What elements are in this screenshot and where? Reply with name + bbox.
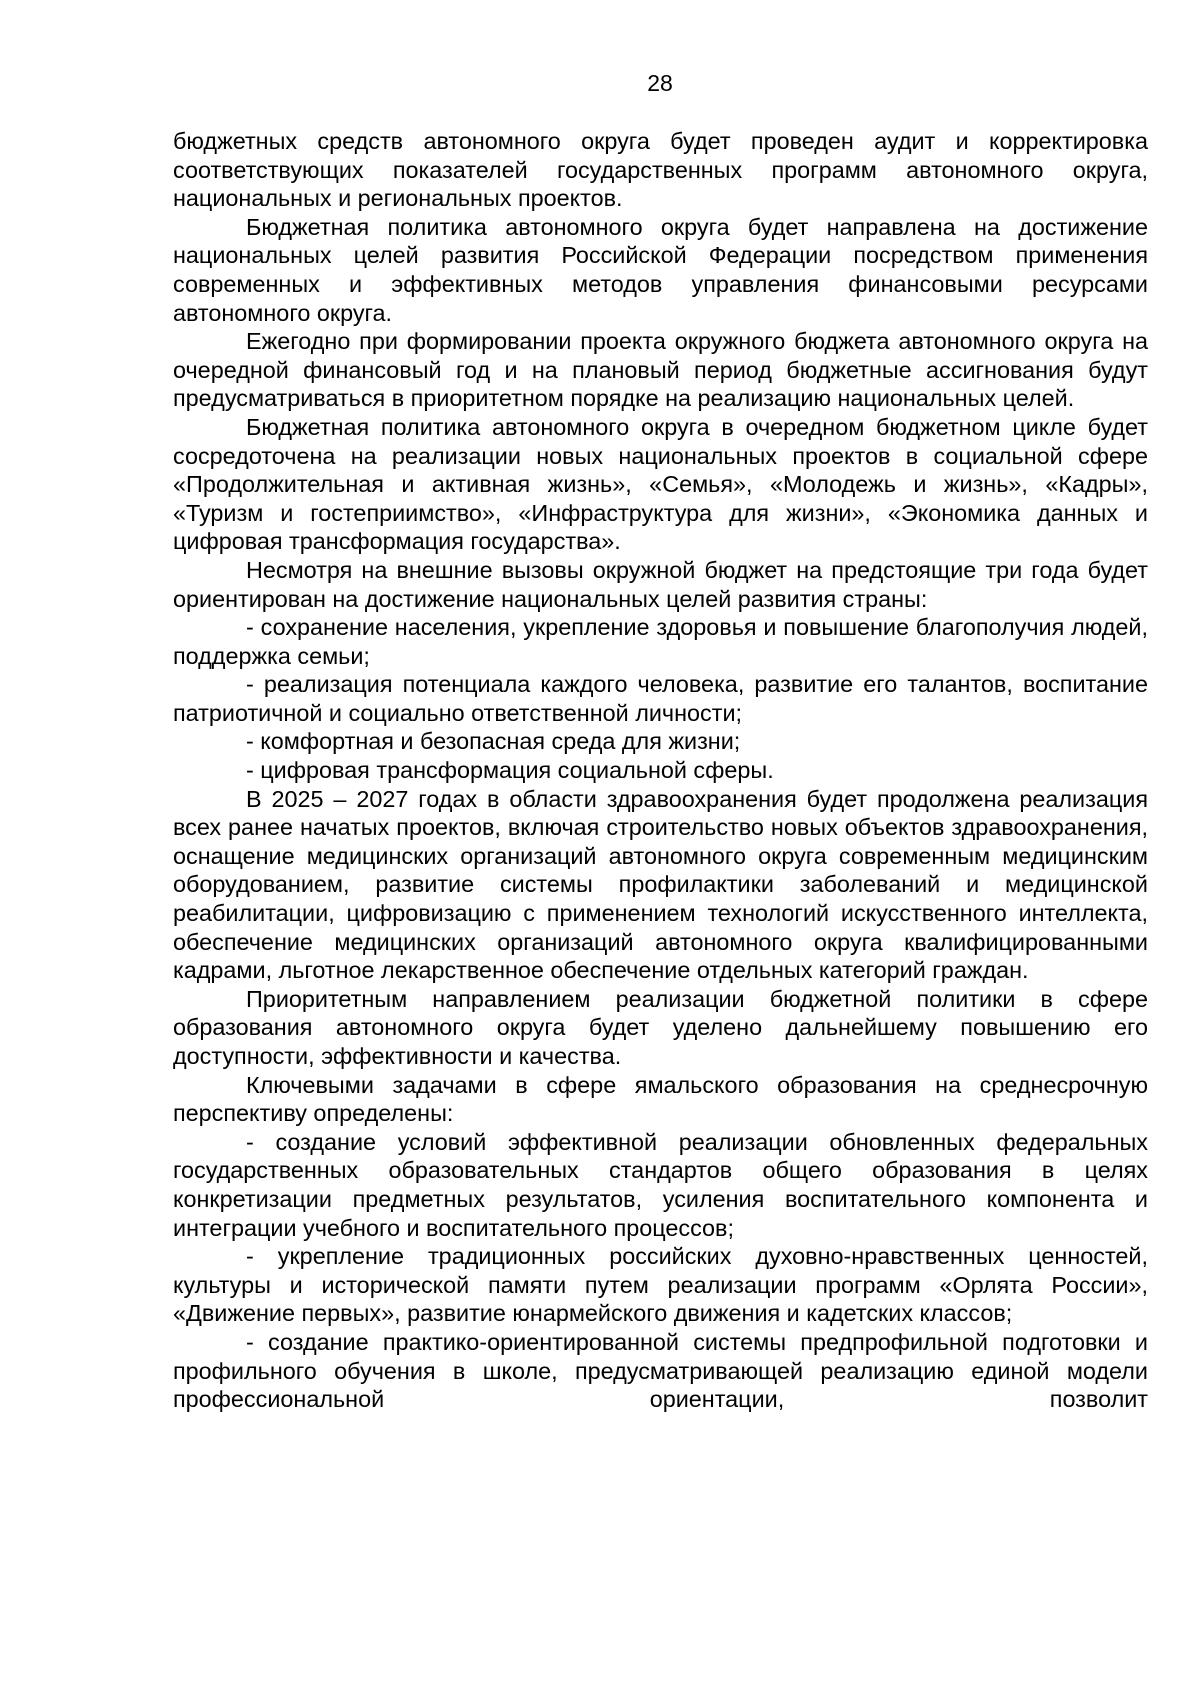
list-item: - сохранение населения, укрепление здоровья и повышение благополучия людей, поддержка семьи; xyxy=(173,614,1148,669)
paragraph: Приоритетным направлением реализации бюджетной политики в сфере образования автономного округа будет уделено дальнейшему повышению его доступности, эффективности и качества. xyxy=(173,985,1148,1069)
list-item: - комфортная и безопасная среда для жизни; xyxy=(246,728,741,755)
paragraph: Ежегодно при формировании проекта окружного бюджета автономного округа на очередной финансовый год и на плановый период бюджетные ассигнования будут предусматриваться в приоритетном порядке на реализацию национальных целей. xyxy=(173,328,1148,412)
list-item: - создание практико-ориентированной системы предпрофильной подготовки и профильного обучения в школе, предусматривающей реализацию единой модели профессиональной ориентации, позволит xyxy=(173,1328,1148,1413)
paragraph: бюджетных средств автономного округа будет проведен аудит и корректировка соответствующих показателей государственных программ автономного округа, национальных и региональных проектов. xyxy=(173,128,1148,212)
page-number: 28 xyxy=(647,70,673,96)
paragraph: Несмотря на внешние вызовы окружной бюджет на предстоящие три года будет ориентирован на достижение национальных целей развития страны: xyxy=(173,556,1148,612)
paragraph: Бюджетная политика автономного округа будет направлена на достижение национальных целей развития Российской Федерации посредством применения современных и эффективных методов управления финансовыми ресурсами автономного округа. xyxy=(173,213,1148,326)
paragraph: В 2025 – 2027 годах в области здравоохранения будет продолжена реализация всех ранее начатых проектов, включая строительство новых объектов здравоохранения, оснащение медицинских организаций автономного округа современным медицинским оборудованием, развитие системы профилактики заболеваний и медицинской реабилитации, цифровизацию с применением технологий искусственного интеллекта, обеспечение медицинских организаций автономного округа квалифицированными кадрами, льготное лекарственное обеспечение отдельных категорий граждан. xyxy=(173,785,1148,984)
paragraph: Ключевыми задачами в сфере ямальского образования на среднесрочную перспективу определены: xyxy=(173,1071,1148,1127)
list-item: - создание условий эффективной реализации обновленных федеральных государственных образовательных стандартов общего образования в целях конкретизации предметных результатов, усиления воспитательного компонента и интеграции учебного и воспитательного процессов; xyxy=(173,1128,1148,1241)
list-item: - цифровая трансформация социальной сферы. xyxy=(246,757,774,784)
list-item: - укрепление традиционных российских духовно-нравственных ценностей, культуры и исторической памяти путем реализации программ «Орлята России», «Движение первых», развитие юнармейского движения и кадетских классов; xyxy=(173,1243,1148,1327)
document-body xyxy=(173,127,1148,1414)
paragraph: Бюджетная политика автономного округа в очередном бюджетном цикле будет сосредоточена на реализации новых национальных проектов в социальной сфере «Продолжительная и активная жизнь», «Семья», «Молодежь и жизнь», «Кадры», «Туризм и гостеприимство», «Инфраструктура для жизни», «Экономика данных и цифровая трансформация государства». xyxy=(173,413,1148,555)
list-item: - реализация потенциала каждого человека, развитие его талантов, воспитание патриотичной и социально ответственной личности; xyxy=(173,671,1148,726)
